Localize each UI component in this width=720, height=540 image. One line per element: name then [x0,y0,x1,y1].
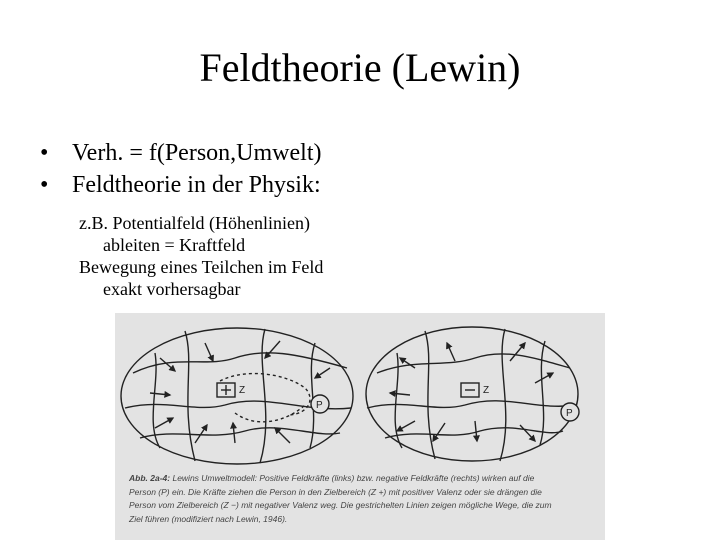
sub-line: ableiten = Kraftfeld [103,235,246,255]
sub-line: exakt vorhersagbar [103,279,241,299]
bullet-icon: • [40,140,49,166]
region-line [367,401,577,408]
slide-title: Feldtheorie (Lewin) [199,45,521,90]
sub-text-block [79,212,323,300]
sub-line: z.B. Potentialfeld (Höhenlinien) [79,213,310,233]
bullet-text: Verh. = f(Person,Umwelt) [72,140,322,166]
right-goal-label: Z [483,385,490,396]
path-line [235,405,305,422]
left-field-diagram [121,328,353,464]
right-field-diagram [366,327,579,461]
bullet-item [40,169,321,201]
region-line [185,331,195,461]
right-person-label: P [566,408,573,419]
bullet-item [40,137,321,169]
caption-ref: Abb. 2a-4: [129,473,171,483]
region-line [153,353,160,448]
region-line [500,329,506,461]
caption-line: Abb. 2a-4: Lewins Umweltmodell: Positive Feldkräfte (links) bzw. negative Feldkräfte (rechts) wirken auf die [129,473,535,483]
region-line [385,428,563,438]
region-line [140,428,340,438]
bullet-icon: • [40,172,49,198]
sub-line: Bewegung eines Teilchen im Feld [79,257,324,277]
caption-line: Ziel führen (modifiziert nach Lewin, 1946). [129,513,288,524]
figure-caption [129,472,601,526]
caption-line: Person (P) ein. Die Kräfte ziehen die Person in den Zielbereich (Z +) mit positiver Valenz oder sie drängen die [129,486,542,497]
bullet-text: Feldtheorie in der Physik: [72,172,321,198]
left-person-label: P [316,400,323,411]
left-goal-label: Z [239,385,246,396]
region-line [260,329,266,463]
field-diagram-figure [115,313,605,540]
caption-line: Person vom Zielbereich (Z −) mit negativer Valenz weg. Die gestrichelten Linien zeigen mögliche Wege, die zum [129,500,552,511]
bullet-list [40,137,321,201]
region-line [540,341,545,445]
